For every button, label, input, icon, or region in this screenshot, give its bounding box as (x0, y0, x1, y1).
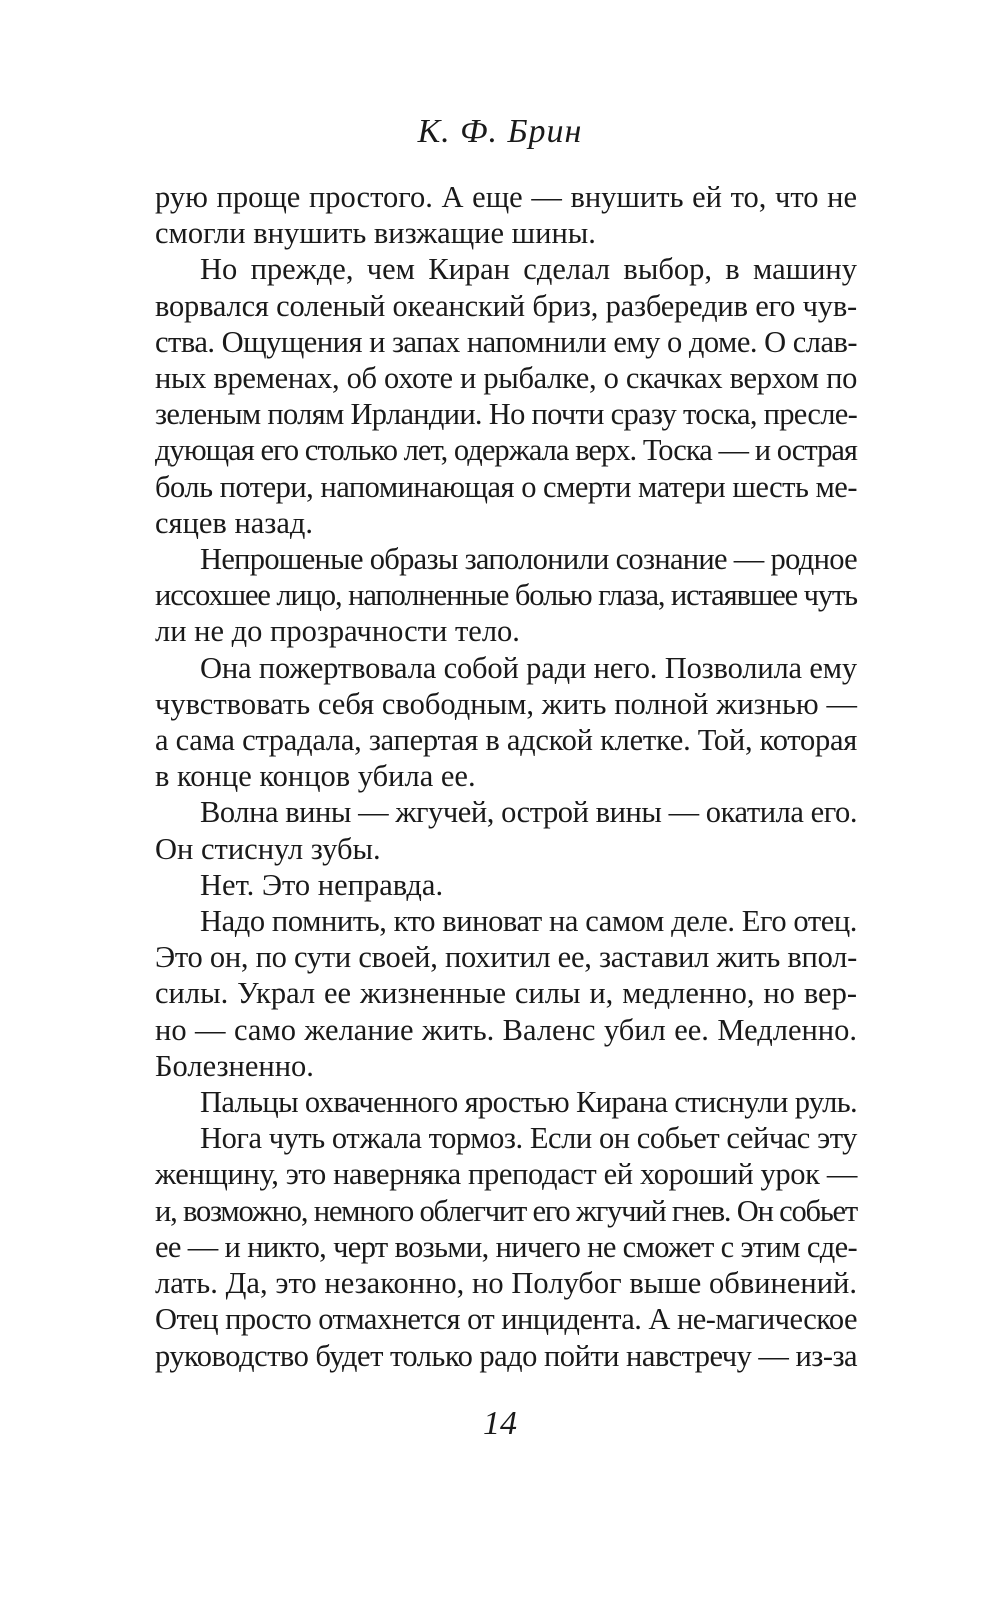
text-line: ства. Ощущения и запах напомнили ему о доме. О слав- (155, 324, 858, 359)
text-line: ных временах, об охоте и рыбалке, о скачках верхом по (155, 361, 857, 396)
text-line: ворвался соленый океанский бриз, разбередив его чув- (155, 288, 857, 323)
paragraph (155, 903, 857, 1084)
body-text (155, 179, 857, 1374)
text-line: Нет. Это неправда. (200, 867, 444, 902)
text-line: руководство будет только радо пойти навстречу — из-за (155, 1338, 858, 1373)
text-line: в конце концов убила ее. (155, 759, 476, 794)
text-line: а сама страдала, запертая в адской клетке. Той, которая (155, 723, 857, 758)
paragraph (155, 794, 857, 866)
paragraph (155, 867, 857, 903)
paragraph (155, 251, 857, 541)
text-line: силы. Украл ее жизненные силы и, медленно, но вер- (155, 976, 857, 1011)
text-line: смогли внушить визжащие шины. (155, 216, 596, 251)
text-line: Он стиснул зубы. (155, 831, 381, 866)
text-line: дующая его столько лет, одержала верх. Тоска — и острая (155, 433, 857, 468)
text-line: рую проще простого. А еще — внушить ей то, что не (155, 180, 857, 214)
text-line: Надо помнить, кто виноват на самом деле. Его отец. (200, 904, 858, 939)
paragraph (155, 179, 857, 251)
text-line: Непрошеные образы заполонили сознание — родное (200, 542, 857, 577)
running-header: К. Ф. Брин (417, 113, 583, 150)
text-line: боль потери, напоминающая о смерти матери шесть ме- (155, 469, 857, 504)
text-line: Но прежде, чем Киран сделал выбор, в машину (200, 252, 857, 287)
text-line: Она пожертвовала собой ради него. Позволила ему (200, 650, 857, 685)
text-line: иссохшее лицо, наполненные болью глаза, истаявшее чуть (155, 578, 857, 613)
text-line: лать. Да, это незаконно, но Полубог выше обвинений. (155, 1266, 857, 1301)
text-line: женщину, это наверняка преподаст ей хороший урок — (155, 1157, 857, 1192)
page-number: 14 (483, 1405, 517, 1442)
text-line: и, возможно, немного облегчит его жгучий гнев. Он собьет (155, 1193, 857, 1228)
text-line: ли не до прозрачности тело. (155, 614, 520, 649)
text-line: зеленым полям Ирландии. Но почти сразу тоска, пресле- (155, 397, 858, 432)
paragraph (155, 650, 857, 795)
paragraph (155, 1120, 857, 1373)
text-line: Пальцы охваченного яростью Кирана стиснули руль. (200, 1085, 857, 1120)
text-line: Отец просто отмахнется от инцидента. А не-магическое (155, 1302, 857, 1337)
text-line: Болезненно. (155, 1048, 314, 1083)
text-line: Волна вины — жгучей, острой вины — окатила его. (200, 795, 857, 830)
text-line: Нога чуть отжала тормоз. Если он собьет сейчас эту (200, 1121, 857, 1156)
paragraph (155, 541, 857, 650)
paragraph (155, 1084, 857, 1120)
text-line: сяцев назад. (155, 505, 314, 540)
text-line: Это он, по сути своей, похитил ее, заставил жить впол- (155, 940, 858, 975)
text-line: но — само желание жить. Валенс убил ее. Медленно. (155, 1012, 857, 1047)
text-line: чувствовать себя свободным, жить полной жизнью — (155, 686, 857, 721)
text-line: ее — и никто, черт возьми, ничего не сможет с этим сде- (155, 1229, 857, 1264)
